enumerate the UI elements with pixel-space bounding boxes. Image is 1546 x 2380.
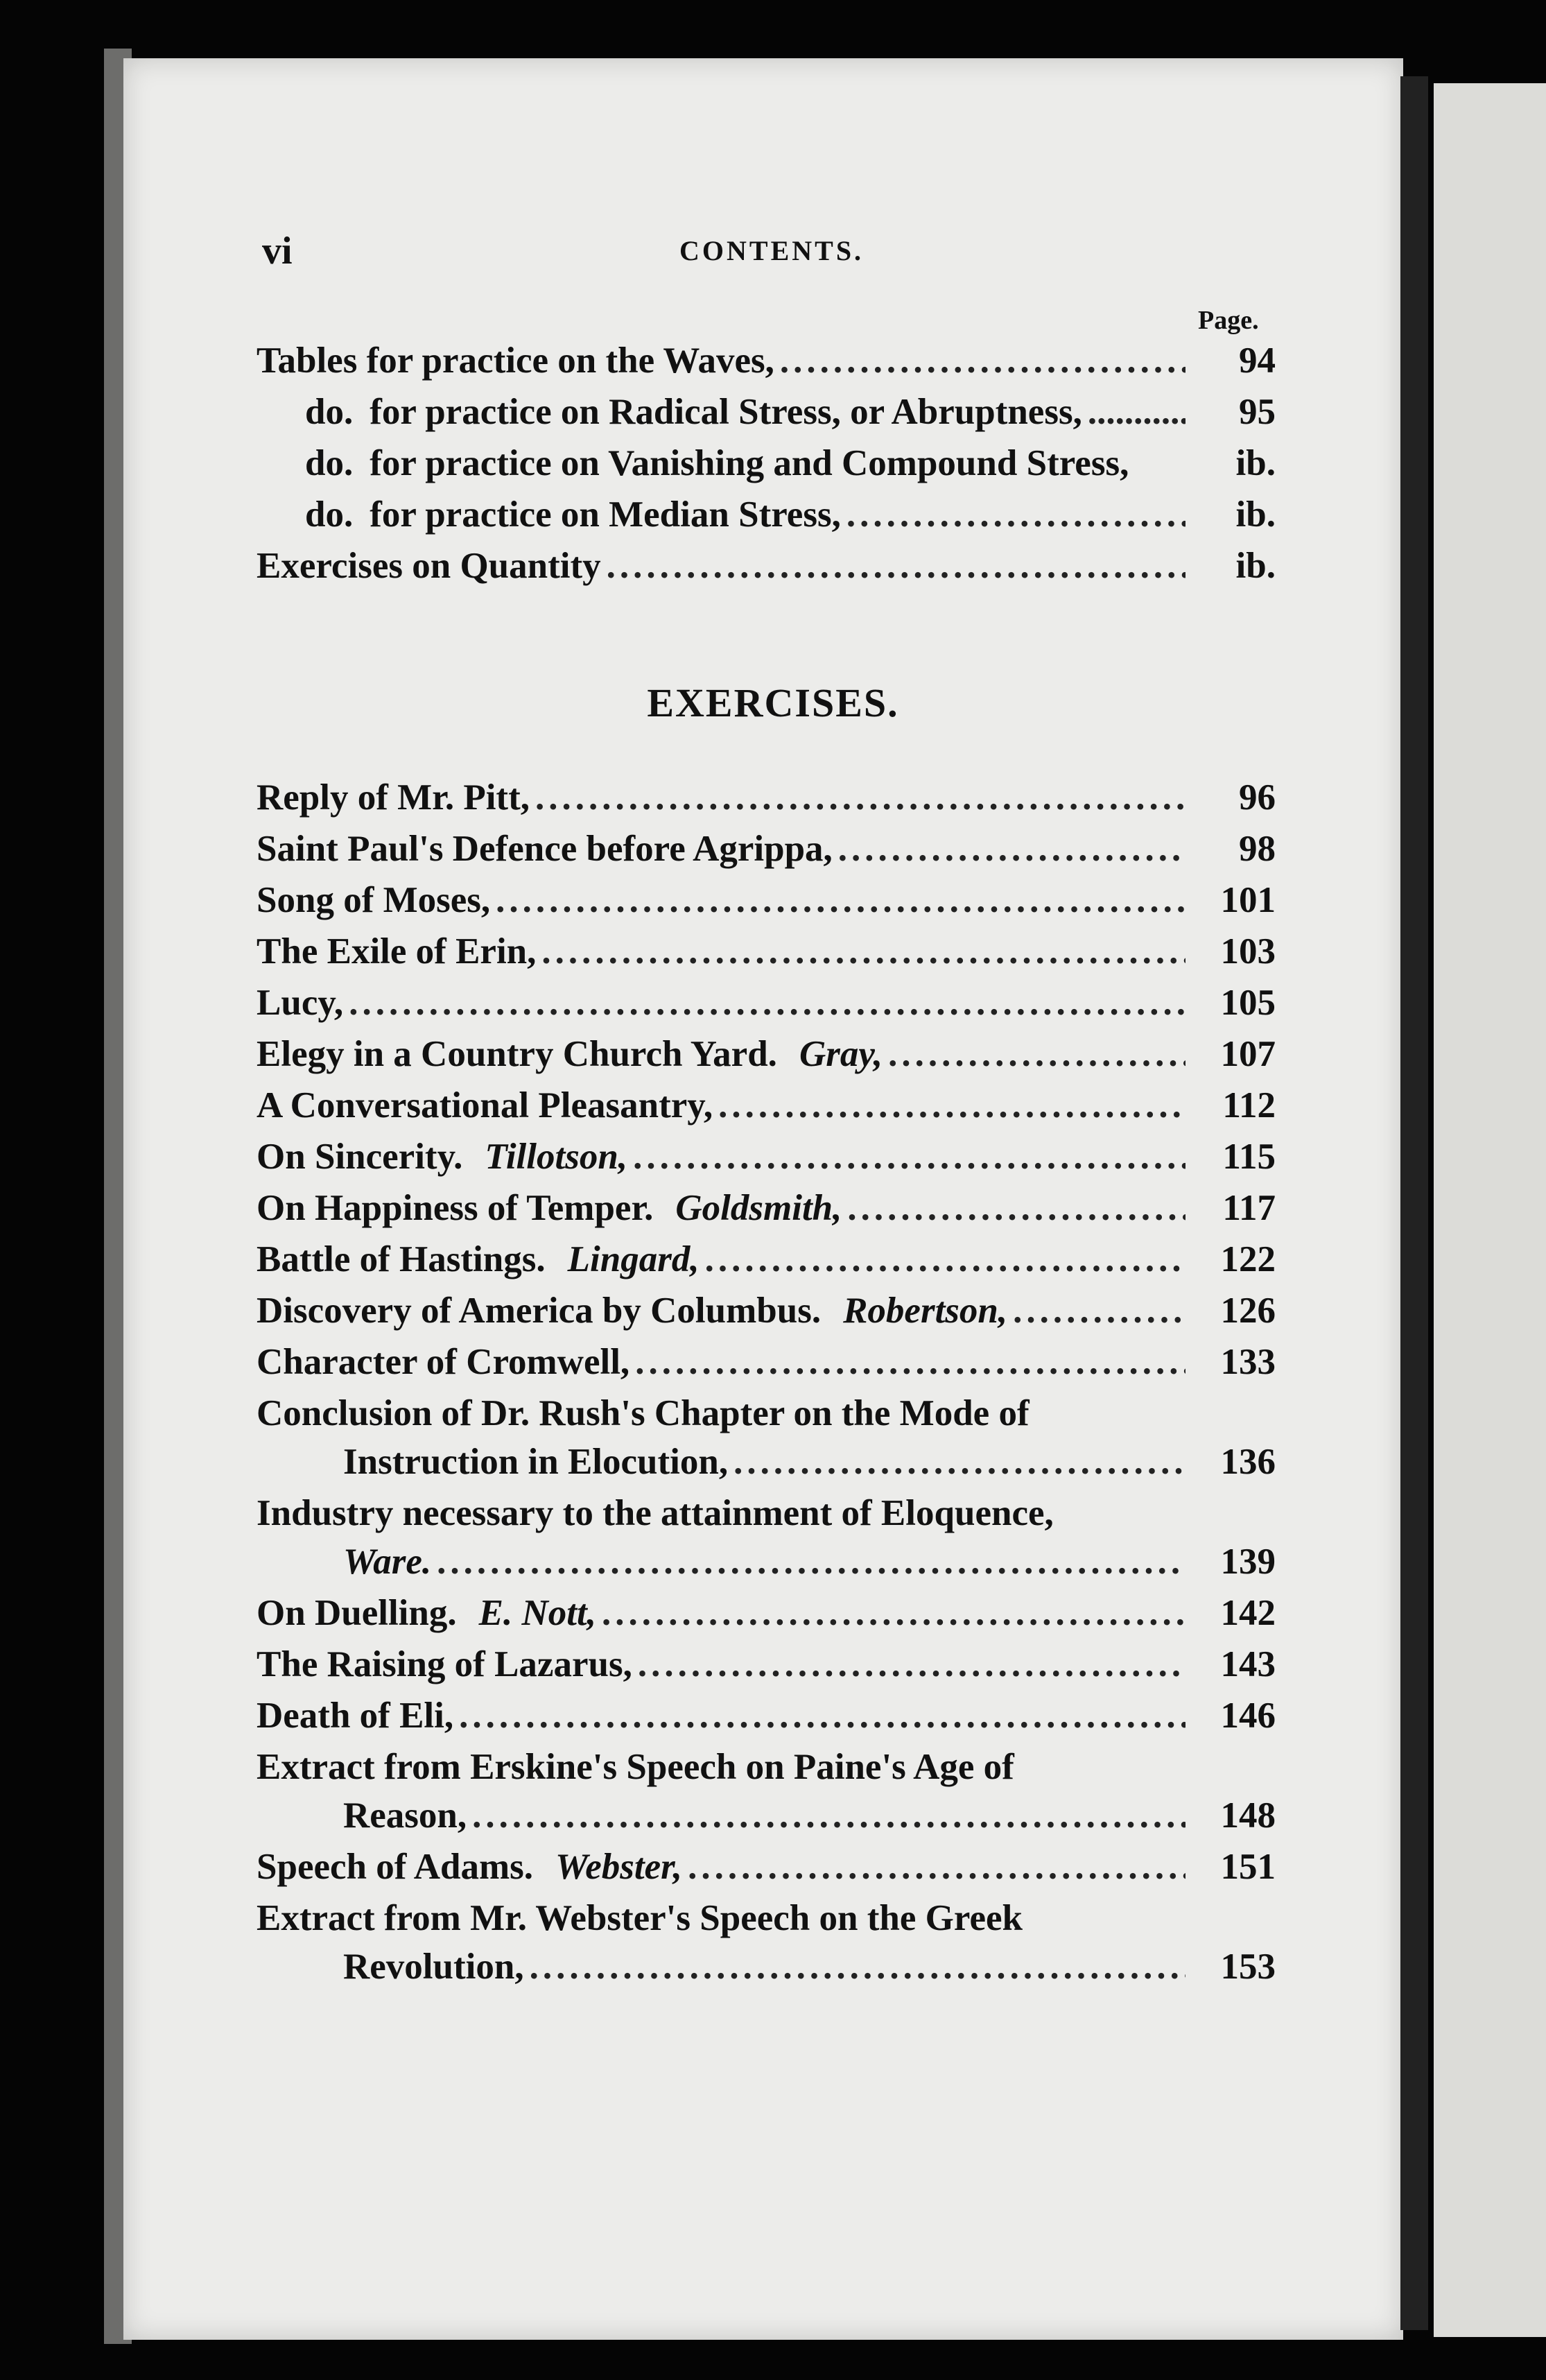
leader-dots (838, 828, 1185, 870)
leader-dots (635, 1341, 1185, 1383)
toc-entry-continuation (257, 1946, 1276, 1997)
toc-entry-continuation (257, 1541, 1276, 1592)
entry-title: Song of Moses, (257, 880, 491, 920)
entry-title: Saint Paul's Defence before Agrippa, (257, 829, 833, 869)
leader-dots (437, 1541, 1185, 1583)
toc-entry (257, 1695, 1276, 1746)
entry-continuation: Revolution, (343, 1947, 524, 1987)
entry-title: Extract from Erskine's Speech on Paine's Age of (257, 1747, 1014, 1787)
toc-entry (257, 1492, 1276, 1541)
toc-entry (257, 931, 1276, 982)
toc-entry (257, 391, 1276, 442)
toc-entry (257, 1239, 1276, 1290)
leader-dots (888, 1033, 1185, 1075)
leader-dots (633, 1136, 1185, 1178)
toc-entry (257, 1392, 1276, 1441)
entry-title: Elegy in a Country Church Yard. (257, 1034, 777, 1074)
toc-entry (257, 1085, 1276, 1136)
leader-dots (472, 1795, 1185, 1836)
toc-entry (257, 828, 1276, 879)
entry-page: 105 (1220, 983, 1276, 1023)
toc-entry (257, 1846, 1276, 1897)
entry-author: Ware. (343, 1542, 432, 1582)
leader-dots (718, 1085, 1185, 1126)
entry-title: Extract from Mr. Webster's Speech on the Greek (257, 1898, 1023, 1938)
leader-dots (541, 931, 1185, 972)
entry-page: ib. (1235, 494, 1276, 535)
toc-entry (257, 1187, 1276, 1239)
entry-title: Death of Eli, (257, 1696, 454, 1736)
entry-author: Goldsmith, (675, 1188, 842, 1228)
entry-title: The Raising of Lazarus, (257, 1644, 632, 1684)
leader-dots (733, 1441, 1185, 1483)
entry-page: 115 (1222, 1137, 1276, 1177)
entry-page: 103 (1220, 931, 1276, 972)
toc-entry (257, 545, 1276, 596)
entry-page: 151 (1220, 1847, 1276, 1887)
entry-author: Webster, (555, 1847, 683, 1887)
toc-entry (257, 1290, 1276, 1341)
leader-dots (1088, 391, 1185, 433)
entry-title: Industry necessary to the attainment of Eloquence, (257, 1493, 1054, 1533)
toc-entry (257, 1644, 1276, 1695)
entry-author: Gray, (799, 1034, 883, 1074)
leader-dots (496, 879, 1185, 921)
toc-entry-continuation (257, 1441, 1276, 1492)
leader-dots (602, 1592, 1185, 1634)
book-gutter (1400, 76, 1428, 2330)
entry-prefix: do. (305, 443, 354, 483)
entry-prefix: do. (305, 494, 354, 535)
entry-page: 148 (1220, 1795, 1276, 1836)
entry-page: 122 (1220, 1239, 1276, 1279)
entry-page: 107 (1220, 1034, 1276, 1074)
entry-page: 139 (1220, 1542, 1276, 1582)
entry-page: 95 (1239, 392, 1276, 432)
entry-page: 143 (1220, 1644, 1276, 1684)
entry-continuation: Instruction in Elocution, (343, 1442, 729, 1482)
leader-dots (349, 982, 1185, 1024)
contents-top-list (257, 340, 1276, 596)
entry-page: 112 (1222, 1085, 1276, 1126)
entry-title: Reply of Mr. Pitt, (257, 777, 530, 818)
entry-title: On Duelling. (257, 1593, 457, 1633)
entry-title: Character of Cromwell, (257, 1342, 630, 1382)
entry-page: 153 (1220, 1947, 1276, 1987)
entry-title: for practice on Median Stress, (370, 494, 841, 535)
entry-page: 98 (1239, 829, 1276, 869)
toc-entry (257, 1136, 1276, 1187)
entry-title: Tables for practice on the Waves, (257, 340, 774, 381)
entry-page: 101 (1220, 880, 1276, 920)
exercises-list (257, 777, 1276, 1997)
entry-page: 96 (1239, 777, 1276, 818)
entry-title: Battle of Hastings. (257, 1239, 546, 1279)
entry-author: Lingard, (567, 1239, 700, 1279)
leader-dots (847, 1187, 1185, 1229)
entry-author: Robertson, (843, 1291, 1008, 1331)
toc-entry-continuation (257, 1795, 1276, 1846)
toc-entry (257, 340, 1276, 391)
entry-page: ib. (1235, 443, 1276, 483)
leader-dots (705, 1239, 1185, 1280)
leader-dots (459, 1695, 1185, 1736)
entry-title: Lucy, (257, 983, 344, 1023)
entry-page: 136 (1220, 1442, 1276, 1482)
leader-dots (607, 545, 1185, 587)
entry-page: 126 (1220, 1291, 1276, 1331)
entry-page: ib. (1235, 546, 1276, 586)
toc-entry (257, 1897, 1276, 1946)
leader-dots (846, 494, 1185, 535)
leader-dots (638, 1644, 1185, 1685)
entry-page: 94 (1239, 340, 1276, 381)
toc-entry (257, 1033, 1276, 1085)
entry-title: for practice on Vanishing and Compound Stress, (370, 443, 1129, 483)
entry-author: Tillotson, (485, 1137, 628, 1177)
entry-title: A Conversational Pleasantry, (257, 1085, 713, 1126)
entry-title: Speech of Adams. (257, 1847, 534, 1887)
entry-prefix: do. (305, 392, 354, 432)
page-column-label: Page. (1198, 306, 1259, 335)
entry-title: for practice on Radical Stress, or Abruptness, (370, 392, 1082, 432)
page-folio: vi (262, 230, 293, 273)
entry-author: E. Nott, (478, 1593, 596, 1633)
entry-page: 146 (1220, 1696, 1276, 1736)
leader-dots (530, 1946, 1185, 1987)
entry-title: Conclusion of Dr. Rush's Chapter on the Mode of (257, 1393, 1030, 1433)
toc-entry (257, 1592, 1276, 1644)
toc-entry (257, 1746, 1276, 1795)
entry-title: On Happiness of Temper. (257, 1188, 654, 1228)
entry-title: Discovery of America by Columbus. (257, 1291, 822, 1331)
entry-page: 133 (1220, 1342, 1276, 1382)
leader-dots (688, 1846, 1185, 1888)
entry-title: On Sincerity. (257, 1137, 463, 1177)
toc-entry (257, 494, 1276, 545)
entry-continuation: Reason, (343, 1795, 467, 1836)
leader-dots (780, 340, 1185, 381)
toc-entry (257, 1341, 1276, 1392)
entry-page: 117 (1222, 1188, 1276, 1228)
toc-entry (257, 879, 1276, 931)
toc-entry (257, 442, 1276, 494)
facing-page-edge (1434, 83, 1546, 2337)
section-heading-exercises: EXERCISES. (647, 680, 899, 725)
leader-dots (535, 777, 1185, 818)
leader-dots (1013, 1290, 1185, 1331)
entry-page: 142 (1220, 1593, 1276, 1633)
entry-title: The Exile of Erin, (257, 931, 537, 972)
toc-entry (257, 982, 1276, 1033)
entry-title: Exercises on Quantity (257, 546, 601, 586)
toc-entry (257, 777, 1276, 828)
running-head (0, 229, 1546, 284)
running-title: CONTENTS. (679, 235, 865, 266)
